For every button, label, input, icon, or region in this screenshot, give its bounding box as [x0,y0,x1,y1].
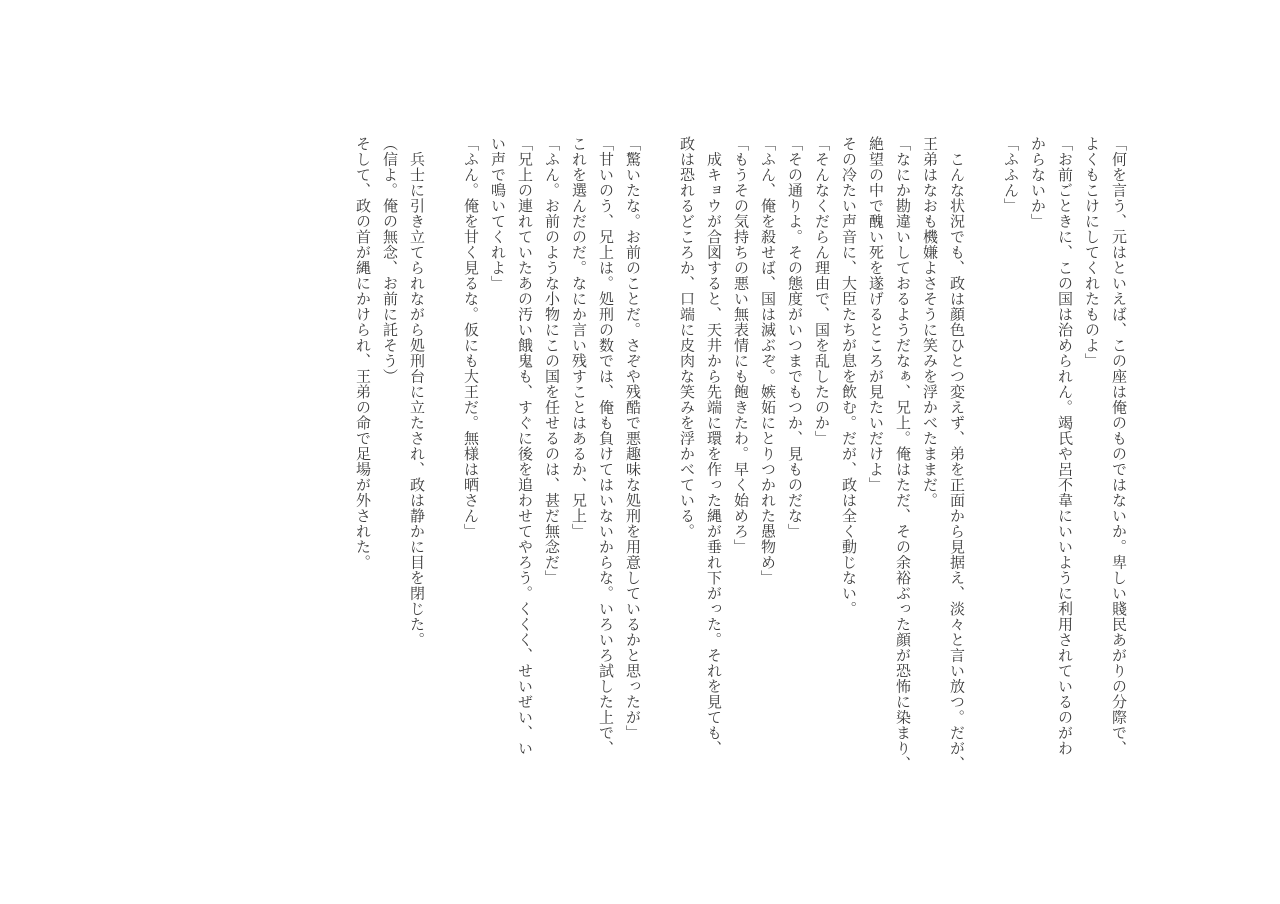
text-line: 「驚いたな。お前のことだ。さぞや残酷で悪趣味な処刑を用意しているかと思ったが」 [624,136,642,741]
text-line: からないか」 [1029,136,1047,229]
text-line: 兵士に引き立てられながら処刑台に立たされ、政は静かに目を閉じた。 [408,136,426,648]
text-line: 「お前ごときに、この国は治められん。竭氏や呂不韋にいいように利用されているのがわ [1056,136,1074,756]
text-line: その冷たい声音に、大臣たちが息を飲む。だが、政は全く動じない。 [840,136,858,617]
text-line: 王弟はなおも機嫌よさそうに笑みを浮かべたままだ。 [921,136,939,508]
text-line: 「そんなくだらん理由で、国を乱したのか」 [813,136,831,446]
text-line: 「ふふん」 [1002,136,1020,214]
text-line: 政は恐れるどころか、口端に皮肉な笑みを浮かべている。 [678,136,696,539]
text-line: い声で鳴いてくれよ」 [489,136,507,291]
text-line: よくもこけにしてくれたものよ」 [1083,136,1101,369]
text-line: そして、政の首が縄にかけられ、王弟の命で足場が外された。 [354,136,372,570]
vertical-text-body [349,136,1132,836]
paragraph-break [430,136,457,836]
text-line: 絶望の中で醜い死を遂げるところが見たいだけよ」 [867,136,885,493]
text-line: 「その通りよ。その態度がいつまでもつか、見ものだな」 [786,136,804,539]
text-line: 「兄上の連れていたあの汚い餓鬼も、すぐに後を追わせてやろう。くくく、せいぜい、い [516,136,534,756]
text-line: 「ふん、俺を殺せば、国は滅ぶぞ。嫉妬にとりつかれた愚物め」 [759,136,777,586]
text-line: 「甘いのう、兄上は。処刑の数では、俺も負けてはいないからな。いろいろ試した上で、 [597,136,615,756]
paragraph-break [646,136,673,836]
text-line: （信よ。俺の無念、お前に託そう） [381,136,399,384]
paragraph-break [970,136,997,836]
text-line: 「何を言う、元はといえば、この座は俺のものではないか。卑しい賤民あがりの分際で、 [1110,136,1128,756]
text-line: 成キョウが合図すると、天井から先端に環を作った縄が垂れ下がった。それを見ても、 [705,136,723,756]
text-line: 「もうその気持ちの悪い無表情にも飽きたわ。早く始めろ」 [732,136,750,555]
text-line: こんな状況でも、政は顔色ひとつ変えず、弟を正面から見据え、淡々と言い放つ。だが、 [948,136,966,772]
text-line: 「ふん。俺を甘く見るな。仮にも大王だ。無様は晒さん」 [462,136,480,539]
text-line: 「ふん。お前のような小物にこの国を任せるのは、甚だ無念だ」 [543,136,561,586]
text-line: 「なにか勘違いしておるようだなぁ、兄上。俺はただ、その余裕ぶった顔が恐怖に染まり、 [894,136,912,772]
text-line: これを選んだのだ。なにか言い残すことはあるか、兄上」 [570,136,588,539]
